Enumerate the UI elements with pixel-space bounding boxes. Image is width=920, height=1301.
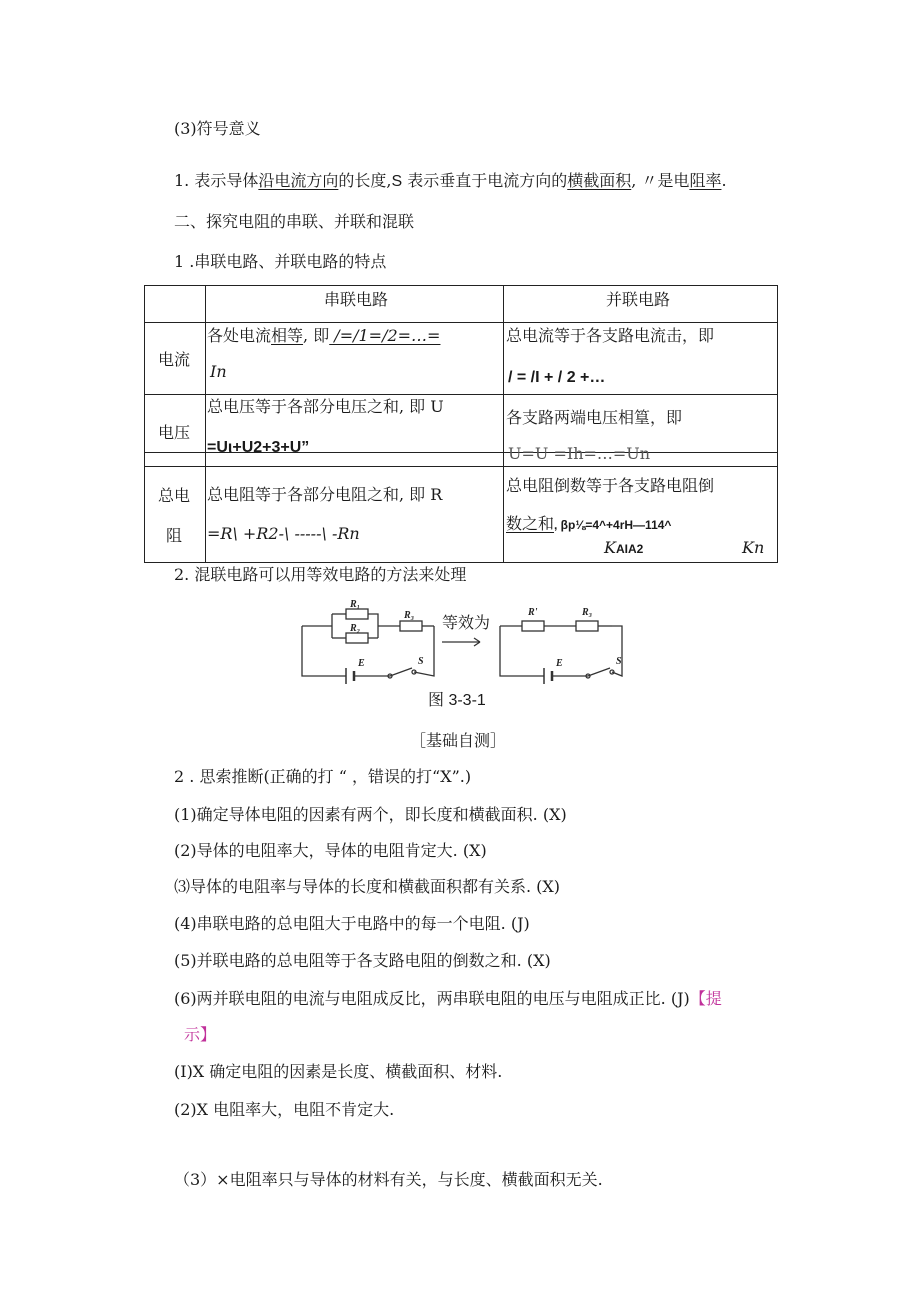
section-basic-self-test: ［基础自测］ [410, 731, 507, 750]
label-r3: R₃ [404, 610, 415, 621]
label-e: E [358, 658, 365, 669]
question-6-text: (6)两并联电阻的电流与电阻成反比，两串联电阻的电压与电阻成正比. (J) [174, 989, 690, 1008]
hint-marker-cont: 示】 [184, 1025, 217, 1044]
label-r2: R₂ [350, 623, 361, 634]
question-6 [174, 988, 722, 1010]
row-label-current: 电流 [158, 350, 191, 369]
formula: /=/1=/2=…= [329, 326, 441, 345]
text-part: S [391, 173, 403, 190]
label-s-equivalent: S [616, 656, 622, 667]
figure-caption: 图 3-3-1 [428, 692, 486, 709]
section-2-heading: 二、探究电阻的串联、并联和混联 [174, 212, 415, 231]
underlined-term: 相等 [271, 326, 304, 345]
mixed-circuit-text: 2. 混联电路可以用等效电路的方法来处理 [174, 565, 467, 584]
res-series-line1: 总电阻等于各部分电阻之和, 即 R [207, 485, 443, 504]
circuit-diagram [296, 598, 626, 684]
voltage-parallel-line1: 各支路两端电压相篁，即 [506, 408, 683, 427]
row-label-voltage: 电压 [158, 423, 191, 442]
question-intro: 2 . 思索推断(正确的打 “ ，错误的打“X”.) [174, 767, 472, 786]
text-part: 1. 表示导体 [174, 171, 259, 190]
subsection-3-heading: (3)符号意义 [174, 119, 261, 138]
text-part: 表示垂直于电流方向的 [402, 171, 568, 190]
underlined-term: 阻率 [689, 171, 722, 190]
question-1: (1)确定导体电阻的因素有两个，即长度和横截面积. (X) [174, 805, 567, 824]
current-parallel-line2: / = /I + / 2 +… [508, 369, 606, 386]
header-series: 串联电路 [324, 290, 389, 309]
formula-part: K [604, 538, 616, 557]
equivalent-label: 等效为 [442, 613, 491, 632]
underlined-term: 数之和 [506, 514, 555, 533]
answer-2: (2)X 电阻率大，电阻不肯定大. [174, 1100, 395, 1119]
row-label-resistance-2: 阻 [166, 526, 183, 545]
res-parallel-kn: Kn [742, 538, 765, 557]
answer-3: （3）×电阻率只与导体的材料有关，与长度、横截面积无关. [174, 1170, 603, 1189]
text-part: 的长度, [338, 171, 392, 190]
label-r1: R₁ [350, 599, 361, 610]
current-series-line2: In [210, 362, 227, 381]
voltage-parallel-line2: U=U =Ih=…=Un [508, 444, 651, 463]
formula-part: AIA2 [615, 542, 644, 556]
res-parallel-line3 [604, 537, 643, 560]
label-r3-equivalent: R₃ [582, 607, 593, 618]
table-intro: 1 .串联电路、并联电路的特点 [174, 252, 387, 271]
label-r-prime: R' [528, 607, 538, 618]
row-label-resistance: 总电 [158, 486, 191, 505]
question-3: ⑶导体的电阻率与导体的长度和横截面积都有关系. (X) [174, 877, 561, 896]
circuit-comparison-table [144, 285, 778, 563]
voltage-series-line2: =Uι+U2+3+U” [207, 439, 310, 456]
res-parallel-line2 [506, 513, 671, 536]
symbol-meaning-text [174, 170, 727, 193]
text-part: 各处电流 [207, 326, 272, 345]
header-parallel: 并联电路 [606, 290, 671, 309]
formula: , βp⅛=4^+4rH—114^ [554, 518, 672, 532]
voltage-series-line1: 总电压等于各部分电压之和, 即 U [207, 397, 444, 416]
underlined-term: 沿电流方向 [258, 171, 339, 190]
question-5: (5)并联电路的总电阻等于各支路电阻的倒数之和. (X) [174, 951, 551, 970]
text-part: , 即 [303, 326, 330, 345]
current-parallel-line1: 总电流等于各支路电流击，即 [506, 326, 715, 345]
text-part: , 〃是电 [631, 171, 690, 190]
answer-1: (I)X 确定电阻的因素是长度、横截面积、材料. [174, 1062, 503, 1081]
hint-marker: 【提 [689, 989, 722, 1008]
current-series-line1 [207, 325, 440, 347]
text-part: . [721, 171, 727, 190]
res-parallel-line1: 总电阻倒数等于各支路电阻倒 [506, 476, 715, 495]
label-s: S [418, 656, 424, 667]
question-4: (4)串联电路的总电阻大于电路中的每一个电阻. (J) [174, 914, 530, 933]
question-2: (2)导体的电阻率大，导体的电阻肯定大. (X) [174, 841, 487, 860]
label-e-equivalent: E [556, 658, 563, 669]
underlined-term: 横截面积 [567, 171, 632, 190]
res-series-line2: =R\ +R2-\ -----\ -Rn [207, 524, 360, 543]
